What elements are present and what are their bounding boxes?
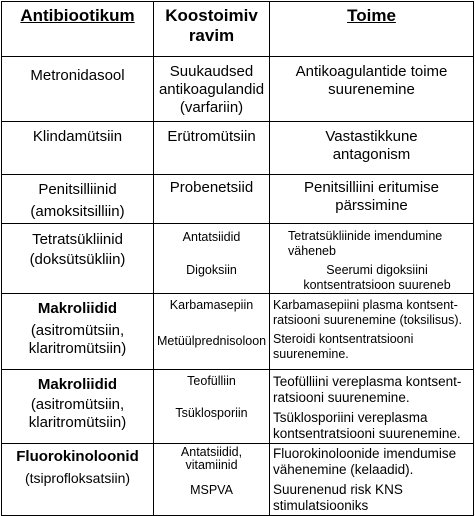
effect-cell (270, 294, 474, 370)
effect-cell (270, 224, 474, 294)
interaction-table (1, 1, 474, 516)
antibiotic-name: Makroliidid (37, 376, 118, 393)
antibiotic-example: (doksütsükliin) (29, 251, 126, 268)
table-row (2, 370, 474, 444)
table-row (2, 444, 474, 516)
effect-text: Suurenenud risk KNS stimulatsiooniks (273, 482, 403, 513)
header-drug (154, 2, 270, 57)
drug-cell (154, 294, 270, 370)
antibiotic-example: (tsiprofloksatsiin) (24, 470, 131, 486)
table-row (2, 175, 474, 224)
drug-cell (154, 444, 270, 516)
effect-text: Teofülliini vereplasma kontsent-ratsiooni suurenemine. (273, 374, 462, 405)
antibiotic-cell (2, 294, 154, 370)
drug-name: Probenetsiid (169, 179, 254, 196)
antibiotic-name: Tetratsükliinid (32, 231, 123, 248)
effect-text: Penitsilliini eritumise pärssimine (303, 179, 440, 214)
drug-name: Teofülliin (187, 374, 236, 388)
effect-cell (270, 122, 474, 175)
antibiotic-name: Makroliidid (37, 300, 118, 317)
antibiotic-cell (2, 57, 154, 122)
drug-cell (154, 175, 270, 224)
header-row (2, 2, 474, 57)
drug-name: Tsüklosporiin (175, 406, 248, 420)
antibiotic-name: Klindamütsiin (32, 128, 123, 145)
drug-name: MSPVA (190, 483, 233, 497)
table-row (2, 224, 474, 294)
effect-cell (270, 175, 474, 224)
effect-cell (270, 370, 474, 444)
drug-cell (154, 57, 270, 122)
effect-cell (270, 444, 474, 516)
antibiotic-cell (2, 122, 154, 175)
drug-cell (154, 370, 270, 444)
antibiotic-name: Fluorokinoloonid (16, 448, 139, 465)
antibiotic-example: (asitromütsiin, klaritromütsiin) (28, 396, 127, 431)
header-antibiotic: Antibiootikum (2, 2, 154, 57)
effect-text: Karbamasepiini plasma kontsent-ratsiooni suurenemine (toksilisus). (273, 298, 462, 327)
header-effect: Toime (270, 2, 474, 57)
effect-text: Vastastikkune antagonism (325, 128, 418, 163)
effect-cell (270, 57, 474, 122)
antibiotic-cell (2, 175, 154, 224)
drug-cell (154, 224, 270, 294)
effect-text: Fluorokinoloonide imendumise vähenemine (kelaadid). (273, 446, 457, 477)
antibiotic-name: Metronidasool (30, 67, 125, 84)
drug-name: Erütromütsiin (167, 128, 256, 145)
effect-text: Tsüklosporiini vereplasma kontsentratsiooni suurenemine. (273, 410, 461, 441)
drug-name: Antatsiidid (182, 230, 241, 244)
effect-text: Antikoagulantide toime suurenemine (295, 63, 448, 98)
drug-name: Suukaudsed antikoagulandid (varfariin) (158, 63, 265, 116)
antibiotic-example: (asitromütsiin, klaritromütsiin) (28, 322, 127, 357)
table-row (2, 122, 474, 175)
table-row (2, 57, 474, 122)
antibiotic-example: (amoksitsilliin) (30, 203, 125, 220)
antibiotic-cell (2, 444, 154, 516)
antibiotic-cell (2, 224, 154, 294)
table-row (2, 294, 474, 370)
effect-text: Steroidi kontsentratsiooni suurenemine. (273, 332, 414, 361)
header-drug-text: Koostoimiv ravim (165, 6, 258, 45)
drug-name: Digoksiin (186, 263, 237, 277)
drug-name: Karbamasepiin (169, 298, 254, 312)
drug-name: Metüülprednisoloon (157, 334, 267, 348)
antibiotic-name: Penitsilliinid (38, 181, 117, 198)
drug-cell (154, 122, 270, 175)
effect-text: Seerumi digoksiini kontsentratsioon suureneb (303, 263, 451, 292)
drug-name: Antatsiidid, vitamiinid (180, 445, 243, 472)
effect-text: Tetratsükliinide imendumine väheneb (288, 229, 443, 258)
antibiotic-cell (2, 370, 154, 444)
